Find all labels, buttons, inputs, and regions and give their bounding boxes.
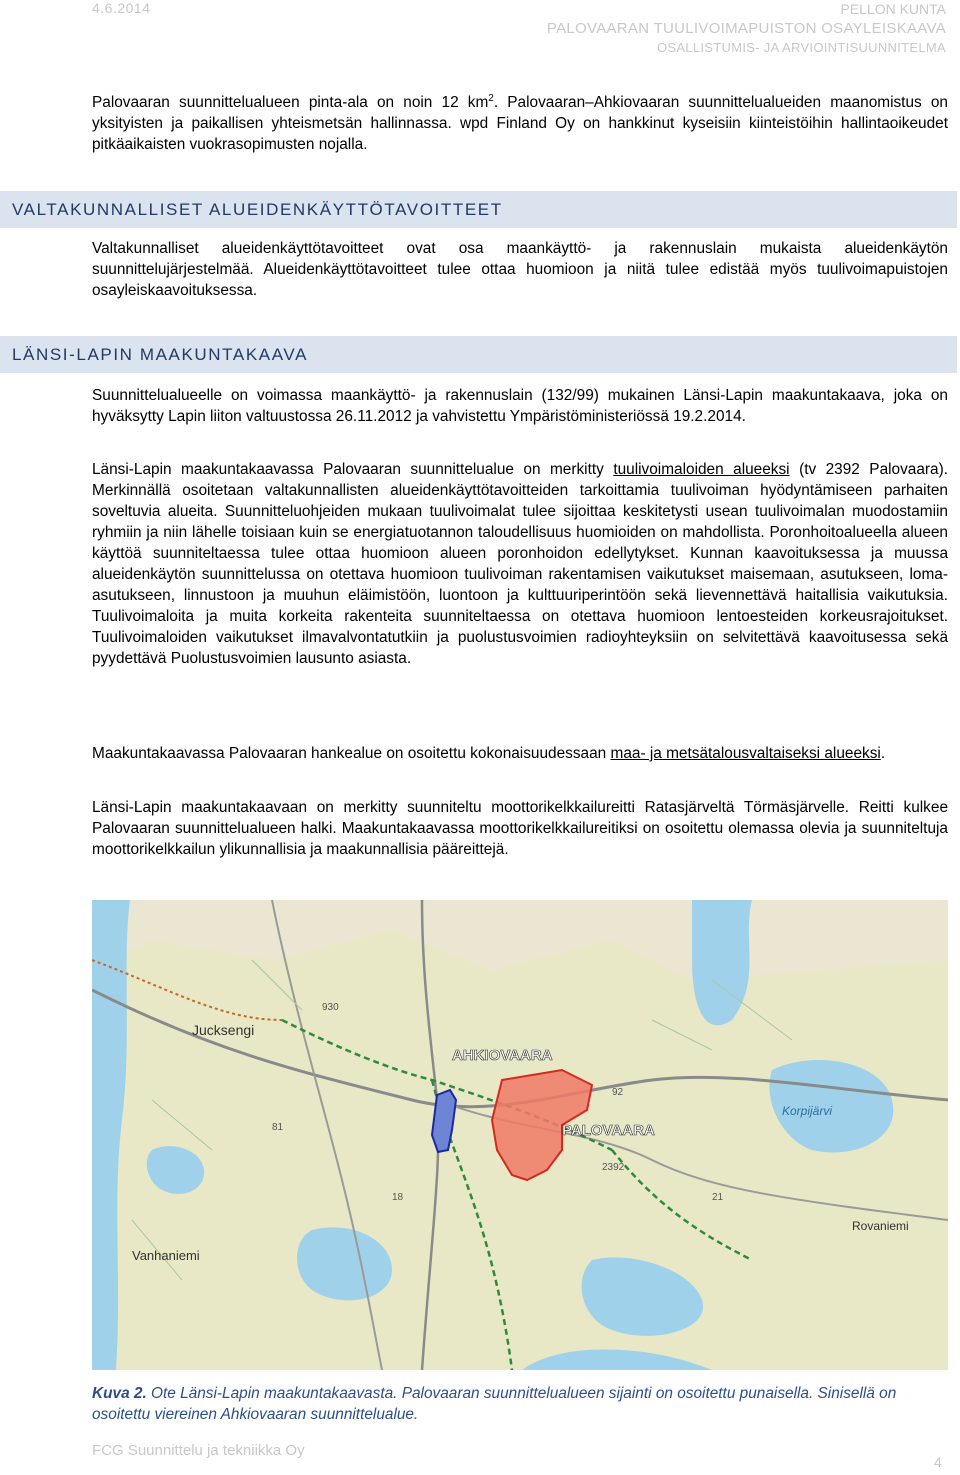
section-heading-maakuntakaava: LÄNSI-LAPIN MAAKUNTAKAAVA bbox=[0, 336, 957, 373]
map-label-vanhaniemi: Vanhaniemi bbox=[132, 1248, 200, 1263]
section2-text-2b: (tv 2392 Palovaara). Merkinnällä osoitetaan valtakunnallisten alueidenkäyttötavoitteiden tarkoittamia tuulivoiman hyödyntämiseen parhaiten soveltuvia alueita. Suunnitteluohjeiden mukaan tuulivoimalat tulee sijoittaa keskitetysti usean tuulivoimalan muodostamiin ryhmiin ja niin lähelle toisiaan kuin se energiatuotannon taloudellisuus huomioiden on mahdollista. Poronhoitoalueella alueen käyttöä suunniteltaessa tulee ottaa huomioon alueen poronhoidon edellytykset. Kunnan kaavoituksessa ja muussa alueidenkäytön suunnittelussa on otettava huomioon tuulivoiman rakentamisen vaikutukset maisemaan, asutukseen, loma-asutukseen, linnustoon ja muuhun eläimistöön, luontoon ja kulttuuriperintöön sekä lievennettävä haitallisia vaikutuksia. Tuulivoimaloita ja muita korkeita rakenteita suunniteltaessa on otettava huomioon lentoesteiden korkeusrajoitukset. Tuulivoimaloiden vaikutukset ilmavalvontatutkiin ja puolustusvoimien radioyhteyksiin on selvitettävä kaavoitusessa sekä pyydettävä Puolustusvoimien lausunto asiasta. bbox=[92, 461, 949, 667]
header-subtitle: OSALLISTUMIS- JA ARVIOINTISUUNNITELMA bbox=[657, 40, 946, 55]
section1-paragraph bbox=[92, 238, 948, 301]
header-title: PALOVAARAN TUULIVOIMAPUISTON OSAYLEISKAAVA bbox=[546, 20, 946, 37]
section-heading-valtakunnalliset: VALTAKUNNALLISET ALUEIDENKÄYTTÖTAVOITTEET bbox=[0, 191, 957, 228]
regional-plan-map bbox=[92, 900, 948, 1370]
intro-text-b: . Palovaaran–Ahkiovaaran suunnittelualueiden maanomistus on yksityisten ja paikallisen yhteismetsän hallinnassa. wpd Finland Oy on hankkinut kyseisiin kiinteistöihin hallintaoikeudet pitkäaikaisten vuokrasopimusten nojalla. bbox=[92, 94, 948, 153]
map-label-route-930: 930 bbox=[322, 1002, 339, 1013]
caption-text: Ote Länsi-Lapin maakuntakaavasta. Palovaaran suunnittelualueen sijainti on osoitettu punaisella. Sinisellä on osoitettu viereinen Ahkiovaaran suunnittelualue. bbox=[92, 1385, 897, 1423]
footer-page-number: 4 bbox=[934, 1454, 942, 1470]
map-label-route-21: 21 bbox=[712, 1192, 724, 1203]
map-svg bbox=[92, 900, 948, 1370]
map-label-jucksengi: Jucksengi bbox=[192, 1022, 255, 1038]
header-org: PELLON KUNTA bbox=[840, 1, 946, 17]
section2-text-3b: . bbox=[880, 745, 886, 762]
map-label-ahkiovaara: AHKIOVAARA bbox=[452, 1047, 553, 1064]
map-label-rovaniemi: Rovaniemi bbox=[852, 1219, 909, 1233]
caption-label: Kuva 2. bbox=[92, 1385, 147, 1402]
section2-text-2a: Länsi-Lapin maakuntakaavassa Palovaaran suunnittelualue on merkitty bbox=[92, 461, 614, 478]
section2-paragraph-1 bbox=[92, 385, 948, 427]
header-right-block bbox=[547, 0, 946, 57]
maa-metsatalous-term: maa- ja metsätalousvaltaiseksi alueeksi bbox=[610, 745, 881, 762]
section2-text-4: Länsi-Lapin maakuntakaavaan on merkitty suunniteltu moottorikelkkailureitti Ratasjärveltä Törmäsjärvelle. Reitti kulkee Palovaaran suunnittelualueen halki. Maakuntakaavassa moottorikelkkailureitiksi on osoitettu olemassa olevia ja suunniteltuja moottorikelkkailun ylikunnallisia ja maakunnallisia pääreittejä. bbox=[92, 799, 948, 858]
map-label-route-81: 81 bbox=[272, 1122, 284, 1133]
footer-company: FCG Suunnittelu ja tekniikka Oy bbox=[92, 1442, 305, 1459]
figure-caption bbox=[92, 1383, 948, 1425]
map-label-palovaara: PALOVAARA bbox=[562, 1122, 655, 1139]
intro-superscript: 2 bbox=[488, 92, 494, 104]
map-label-route-2392: 2392 bbox=[602, 1162, 625, 1173]
section1-text: Valtakunnalliset alueidenkäyttötavoitteet ovat osa maankäyttö- ja rakennuslain mukaista alueidenkäytön suunnittelujärjestelmää. Alueidenkäyttötavoitteet tulee ottaa huomioon ja niitä tulee edistää myös tuulivoimapuistojen osayleiskaavoituksessa. bbox=[92, 240, 948, 299]
intro-text-a: Palovaaran suunnittelualueen pinta-ala on noin 12 km bbox=[92, 94, 489, 111]
map-label-route-92: 92 bbox=[612, 1087, 624, 1098]
intro-paragraph bbox=[92, 92, 948, 155]
map-label-route-18: 18 bbox=[392, 1192, 404, 1203]
header-date: 4.6.2014 bbox=[92, 0, 151, 16]
map-label-korpijarvi: Korpijärvi bbox=[782, 1104, 833, 1118]
section2-paragraph-3 bbox=[92, 743, 948, 764]
section2-paragraph-4 bbox=[92, 797, 948, 860]
section2-paragraph-2 bbox=[92, 459, 948, 669]
section2-text-3a: Maakuntakaavassa Palovaaran hankealue on osoitettu kokonaisuudessaan bbox=[92, 745, 611, 762]
section2-text-1: Suunnittelualueelle on voimassa maankäyttö- ja rakennuslain (132/99) mukainen Länsi-Lapin maakuntakaava, joka on hyväksytty Lapin liiton valtuustossa 26.11.2012 ja vahvistettu Ympäristöministeriössä 19.2.2014. bbox=[92, 387, 948, 425]
tuulivoima-alue-term: tuulivoimaloiden alueeksi bbox=[613, 461, 790, 478]
